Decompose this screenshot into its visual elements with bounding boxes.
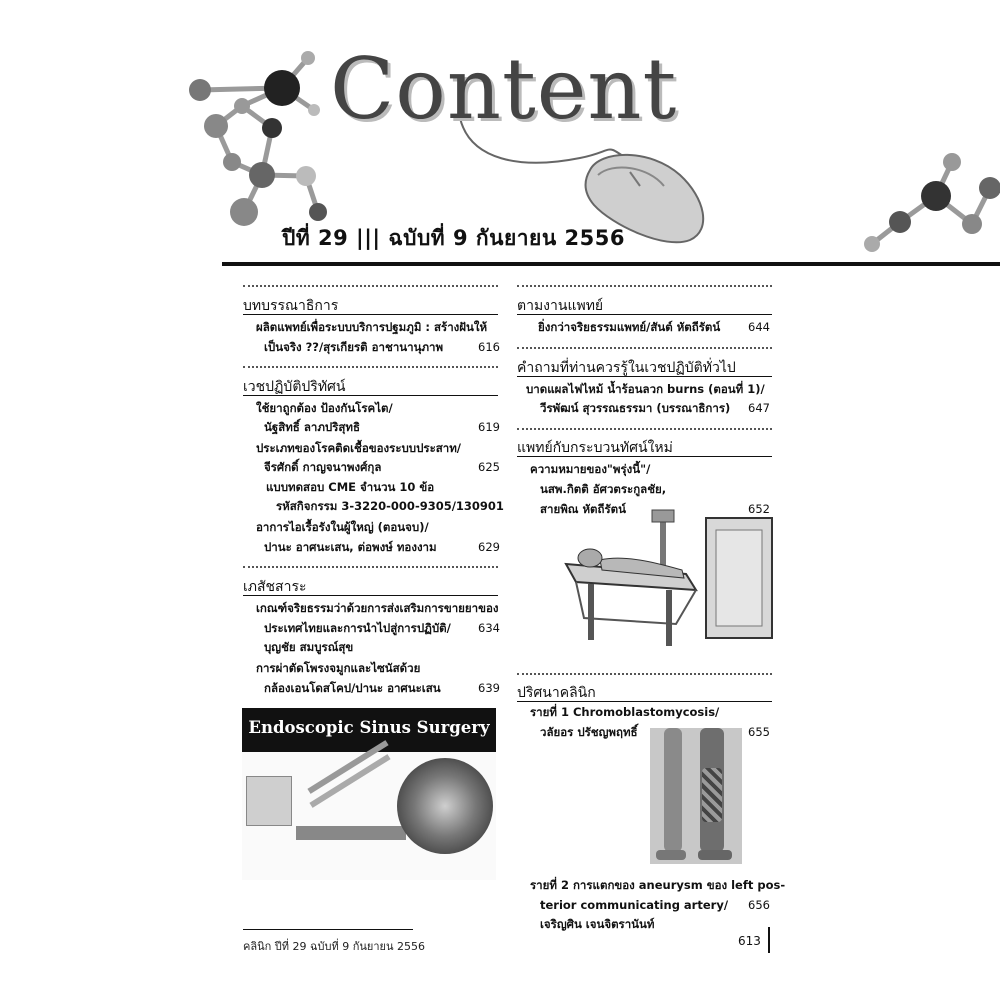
section-rule (517, 701, 772, 702)
toc-entry-line[interactable]: การผ่าตัดโพรงจมูกและไซนัสด้วย (256, 661, 421, 675)
toc-entry-line[interactable]: ยิ่งกว่าจริยธรรมแพทย์/สันต์ หัตถีรัตน์ (538, 320, 721, 334)
section-rule (243, 395, 498, 396)
toc-page-number: 634 (478, 621, 500, 635)
dotted-divider (243, 366, 498, 368)
section-heading-new-paradigm: แพทย์กับกระบวนทัศน์ใหม่ (517, 440, 673, 456)
toc-entry-line[interactable]: รหัสกิจกรรม 3-3220-000-9305/130901 (276, 499, 504, 513)
section-rule (243, 595, 498, 596)
toc-entry-line[interactable]: อาการไอเรื้อรังในผู้ใหญ่ (ตอนจบ)/ (256, 520, 429, 534)
section-heading-pharmacy: เภสัชสาระ (243, 579, 307, 595)
page-number-bar (768, 927, 770, 953)
toc-page-number: 647 (748, 401, 770, 415)
dotted-divider (243, 566, 498, 568)
toc-entry-line[interactable]: รายที่ 2 การแตกของ aneurysm ของ left pos- (530, 878, 786, 892)
dotted-divider (517, 285, 772, 287)
toc-entry-line[interactable]: รายที่ 1 Chromoblastomycosis/ (530, 705, 720, 719)
section-rule (517, 456, 772, 457)
toc-page-number: 644 (748, 320, 770, 334)
page-title: Content (330, 40, 678, 138)
dotted-divider (243, 285, 498, 287)
endoscopic-surgery-image (242, 708, 496, 880)
toc-page-number: 655 (748, 725, 770, 739)
dotted-divider (517, 673, 772, 675)
toc-entry-line[interactable]: แบบทดสอบ CME จำนวน 10 ข้อ (266, 480, 435, 494)
footer-text: คลินิก ปีที่ 29 ฉบับที่ 9 กันยายน 2556 (243, 940, 425, 953)
image-photo-area (242, 752, 496, 880)
patient-bed-illustration (556, 508, 776, 656)
toc-entry-line[interactable]: บุญชัย สมบูรณ์สุข (264, 640, 354, 654)
footer-rule (243, 929, 413, 930)
toc-page-number: 629 (478, 540, 500, 554)
toc-page-number: 619 (478, 420, 500, 434)
toc-page-number: 639 (478, 681, 500, 695)
section-rule (243, 314, 498, 315)
section-heading-questions: คำถามที่ท่านควรรู้ในเวชปฏิบัติทั่วไป (517, 360, 736, 376)
toc-entry-line[interactable]: เกณฑ์จริยธรรมว่าด้วยการส่งเสริมการขายยาของ (256, 601, 499, 615)
dotted-divider (517, 428, 772, 430)
toc-entry-line[interactable]: ผลิตแพทย์เพื่อระบบบริการปฐมภูมิ : สร้างฝันให้ (256, 320, 488, 334)
toc-entry-line[interactable]: นัฐสิทธิ์ ลาภปริสุทธิ (264, 420, 361, 434)
section-heading-practice-review: เวชปฏิบัติปริทัศน์ (243, 379, 346, 395)
dotted-divider (517, 347, 772, 349)
page-number: 613 (738, 934, 761, 948)
toc-entry-line[interactable]: ความหมายของ"พรุ่งนี้"/ (530, 462, 651, 476)
toc-page-number: 625 (478, 460, 500, 474)
toc-entry-line[interactable]: เป็นจริง ??/สุรเกียรติ อาชานานุภาพ (264, 340, 444, 354)
image-caption: Endoscopic Sinus Surgery (248, 718, 490, 737)
section-rule (517, 314, 772, 315)
section-heading-medical-work: ตามงานแพทย์ (517, 298, 604, 314)
issue-info: ปีที่ 29 ||| ฉบับที่ 9 กันยายน 2556 (282, 226, 625, 250)
toc-entry-line[interactable]: วลัยอร ปรัชญพฤทธิ์ (540, 725, 638, 739)
toc-entry-line[interactable]: กล้องเอนโดสโคป/ปานะ อาศนะเสน (264, 681, 441, 695)
toc-entry-line[interactable]: จีรศักดิ์ กาญจนาพงศ์กุล (264, 460, 382, 474)
section-heading-editorial: บทบรรณาธิการ (243, 298, 339, 314)
toc-entry-line[interactable]: เจริญศิน เจนจิตรานันท์ (540, 917, 655, 931)
section-heading-clinical-quiz: ปริศนาคลินิก (517, 685, 596, 701)
toc-entry-line[interactable]: terior communicating artery/ (540, 898, 729, 912)
clinical-photo (650, 728, 742, 864)
toc-entry-line[interactable]: นสพ.กิตติ อัศวตระกูลชัย, (540, 482, 667, 496)
toc-entry-line[interactable]: ประเภทของโรคติดเชื้อของระบบประสาท/ (256, 441, 462, 455)
toc-page-number: 656 (748, 898, 770, 912)
toc-entry-line[interactable]: บาดแผลไฟไหม้ น้ำร้อนลวก burns (ตอนที่ 1)/ (526, 382, 765, 396)
toc-page-number: 652 (748, 502, 770, 516)
toc-entry-line[interactable]: วีรพัฒน์ สุวรรณธรรมา (บรรณาธิการ) (540, 401, 731, 415)
toc-page-number: 616 (478, 340, 500, 354)
toc-entry-line[interactable]: ใช้ยาถูกต้อง ป้องกันโรคไต/ (256, 401, 393, 415)
header-divider (222, 262, 1000, 266)
toc-entry-line[interactable]: ประเทศไทยและการนำไปสู่การปฏิบัติ/ (264, 621, 451, 635)
toc-entry-line[interactable]: ปานะ อาศนะเสน, ต่อพงษ์ ทองงาม (264, 540, 437, 554)
section-rule (517, 376, 772, 377)
toc-entry-line[interactable]: สายพิณ หัตถีรัตน์ (540, 502, 626, 516)
